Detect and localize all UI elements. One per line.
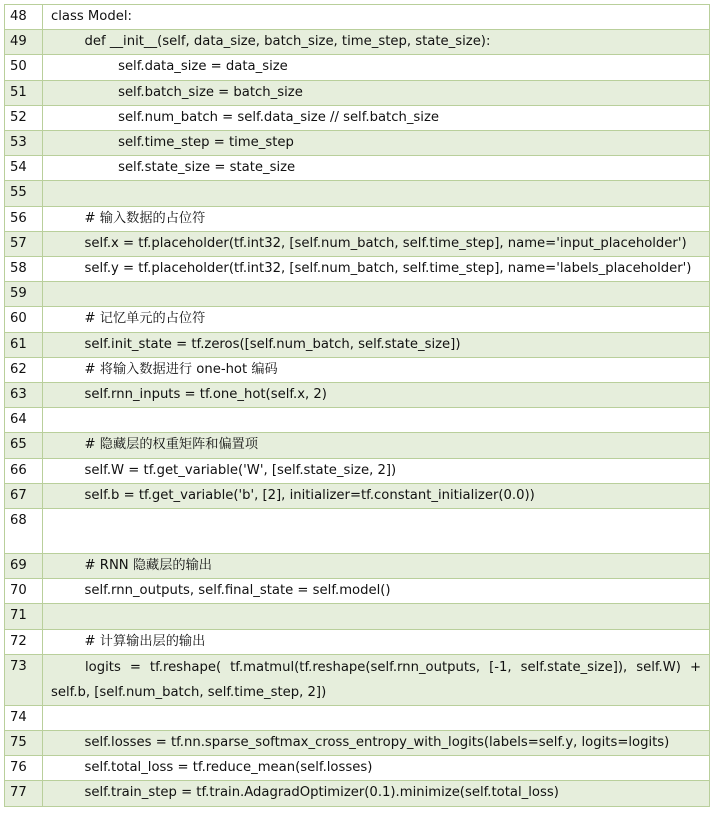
code-line-row: [5, 654, 710, 705]
line-number: 53: [5, 131, 43, 156]
code-line-row: [5, 604, 710, 629]
line-number: 65: [5, 433, 43, 458]
code-text: [43, 408, 710, 433]
code-text: self.total_loss = tf.reduce_mean(self.losses): [43, 756, 710, 781]
code-line-row: [5, 282, 710, 307]
code-text: self.time_step = time_step: [43, 131, 710, 156]
code-text: [43, 705, 710, 730]
code-text: # 隐藏层的权重矩阵和偏置项: [43, 433, 710, 458]
line-number: 51: [5, 80, 43, 105]
line-number: 49: [5, 30, 43, 55]
code-line-row: [5, 206, 710, 231]
line-number: 63: [5, 383, 43, 408]
code-line-row: [5, 307, 710, 332]
line-number: 62: [5, 357, 43, 382]
code-text: self.losses = tf.nn.sparse_softmax_cross_entropy_with_logits(labels=self.y, logits=logits): [43, 731, 710, 756]
code-listing-table: [4, 4, 710, 807]
line-number: 60: [5, 307, 43, 332]
line-number: 67: [5, 483, 43, 508]
code-line-row: [5, 55, 710, 80]
code-line-row: [5, 105, 710, 130]
code-line-row: [5, 554, 710, 579]
code-line-row: [5, 131, 710, 156]
code-text: self.b = tf.get_variable('b', [2], initializer=tf.constant_initializer(0.0)): [43, 483, 710, 508]
code-line-row: [5, 181, 710, 206]
code-text: self.rnn_outputs, self.final_state = self.model(): [43, 579, 710, 604]
code-text: self.data_size = data_size: [43, 55, 710, 80]
code-text: self.train_step = tf.train.AdagradOptimizer(0.1).minimize(self.total_loss): [43, 781, 710, 806]
code-line-row: [5, 231, 710, 256]
code-line-row: [5, 156, 710, 181]
code-line-row: [5, 731, 710, 756]
code-text: [43, 181, 710, 206]
code-text: self.rnn_inputs = tf.one_hot(self.x, 2): [43, 383, 710, 408]
code-line-row: [5, 257, 710, 282]
code-line-row: [5, 332, 710, 357]
code-line-row: [5, 579, 710, 604]
line-number: 58: [5, 257, 43, 282]
line-number: 66: [5, 458, 43, 483]
code-line-row: [5, 705, 710, 730]
code-line-row: [5, 509, 710, 554]
code-text: self.W = tf.get_variable('W', [self.state_size, 2]): [43, 458, 710, 483]
code-text: # 将输入数据进行 one-hot 编码: [43, 357, 710, 382]
code-text: [43, 509, 710, 554]
line-number: 71: [5, 604, 43, 629]
line-number: 69: [5, 554, 43, 579]
line-number: 74: [5, 705, 43, 730]
line-number: 70: [5, 579, 43, 604]
code-text: # 输入数据的占位符: [43, 206, 710, 231]
code-listing-body: [5, 5, 710, 807]
code-line-row: [5, 30, 710, 55]
code-line-row: [5, 357, 710, 382]
code-text: [43, 282, 710, 307]
line-number: 52: [5, 105, 43, 130]
code-line-row: [5, 629, 710, 654]
code-line-row: [5, 483, 710, 508]
code-line-row: [5, 433, 710, 458]
line-number: 77: [5, 781, 43, 806]
line-number: 76: [5, 756, 43, 781]
line-number: 55: [5, 181, 43, 206]
code-text: self.y = tf.placeholder(tf.int32, [self.num_batch, self.time_step], name='labels_placeholder'): [43, 257, 710, 282]
code-text: [43, 604, 710, 629]
code-line-row: [5, 80, 710, 105]
line-number: 59: [5, 282, 43, 307]
code-text: self.batch_size = batch_size: [43, 80, 710, 105]
code-line-row: [5, 408, 710, 433]
code-line-row: [5, 458, 710, 483]
code-text: # 记忆单元的占位符: [43, 307, 710, 332]
code-line-row: [5, 383, 710, 408]
code-text: self.state_size = state_size: [43, 156, 710, 181]
code-text: # 计算输出层的输出: [43, 629, 710, 654]
code-text: # RNN 隐藏层的输出: [43, 554, 710, 579]
line-number: 57: [5, 231, 43, 256]
line-number: 50: [5, 55, 43, 80]
code-text: self.init_state = tf.zeros([self.num_batch, self.state_size]): [43, 332, 710, 357]
line-number: 73: [5, 654, 43, 705]
code-line-row: [5, 781, 710, 806]
line-number: 54: [5, 156, 43, 181]
code-text: logits = tf.reshape( tf.matmul(tf.reshape(self.rnn_outputs, [-1, self.state_size]), self.W) + self.b, [self.num_batch, self.time_step, 2]): [43, 654, 710, 705]
code-text: def __init__(self, data_size, batch_size, time_step, state_size):: [43, 30, 710, 55]
line-number: 72: [5, 629, 43, 654]
line-number: 56: [5, 206, 43, 231]
code-line-row: [5, 5, 710, 30]
code-text: self.num_batch = self.data_size // self.batch_size: [43, 105, 710, 130]
line-number: 68: [5, 509, 43, 554]
code-line-row: [5, 756, 710, 781]
code-text: self.x = tf.placeholder(tf.int32, [self.num_batch, self.time_step], name='input_placeholder'): [43, 231, 710, 256]
line-number: 61: [5, 332, 43, 357]
code-text: class Model:: [43, 5, 710, 30]
line-number: 75: [5, 731, 43, 756]
line-number: 48: [5, 5, 43, 30]
line-number: 64: [5, 408, 43, 433]
